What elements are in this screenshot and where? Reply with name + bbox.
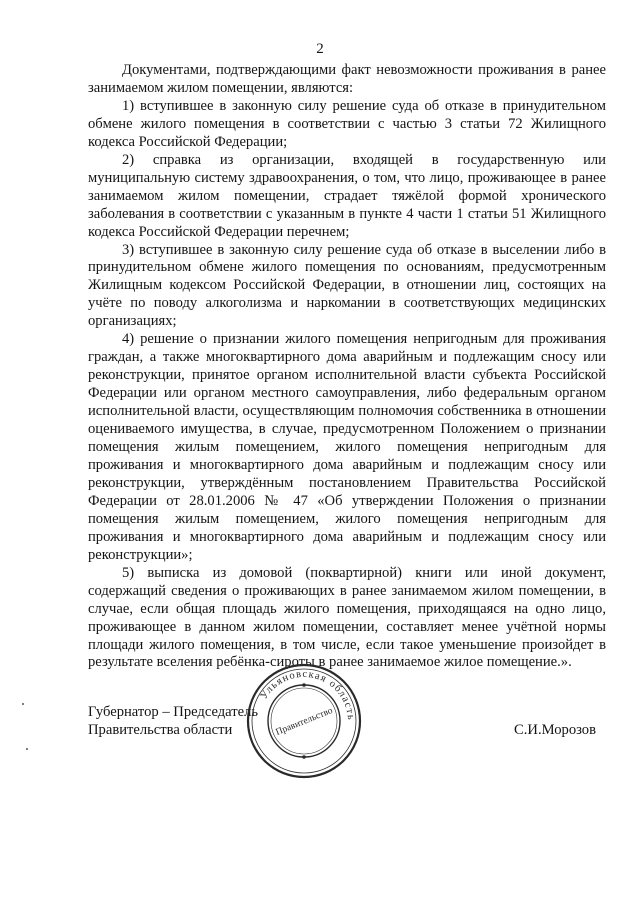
- list-item-3: 3) вступившее в законную силу решение суда об отказе в выселении либо в принудительном обмене жилого помещения по основаниям, предусмотренным Жилищным кодексом Российской Федерации, в отношении лиц, состоящих на учёте по поводу алкоголизма и наркомании в соответствующих медицинских организациях;: [88, 241, 606, 330]
- intro-paragraph: Документами, подтверждающими факт невозможности проживания в ранее занимаемом жилом помещении, являются:: [88, 62, 606, 96]
- seal-stamp-icon: [244, 661, 364, 781]
- list-item-5: 5) выписка из домовой (поквартирной) книги или иной документ, содержащий сведения о проживающих в ранее занимаемом жилом помещении, в случае, если общая площадь жилого помещения, приходящаяся на одно лицо, проживающее в данном жилом помещении, составляет менее учётной нормы площади жилого помещения, в том числе, если такое уменьшение произойдет в результате вселения ребёнка-сироты в ранее занимаемое жилое помещение.».: [88, 564, 606, 671]
- seal-center-text: Правительство: [274, 705, 335, 738]
- signatory-title-line-2: Правительства области: [88, 721, 233, 738]
- document-body: [88, 62, 606, 672]
- scan-speck: [26, 748, 28, 750]
- seal-ring-text: Ульяновская область: [258, 668, 357, 722]
- list-item-4: 4) решение о признании жилого помещения непригодным для проживания граждан, а также многоквартирного дома аварийным и подлежащим сносу или реконструкции, принятое органом исполнительной власти субъекта Российской Федерации или органом местного самоуправления, либо федеральным органом исполнительной власти, осуществляющим полномочия собственника в отношении оцениваемого имущества, в случае, предусмотренном Положением о признании помещения жилым помещением, жилого помещения непригодным для проживания и многоквартирного дома аварийным и подлежащим сносу или реконструкции, утверждённым постановлением Правительства Российской Федерации от 28.01.2006 № 47 «Об утверждении Положения о признании помещения жилым помещением, жилого помещения непригодным для проживания и многоквартирного дома аварийным и подлежащим сносу или реконструкции»;: [88, 331, 606, 563]
- page-number: 2: [316, 41, 324, 57]
- signatory-name: С.И.Морозов: [514, 721, 596, 738]
- scan-speck: [22, 703, 24, 705]
- list-item-1: 1) вступившее в законную силу решение суда об отказе в принудительном обмене жилого помещения в соответствии с частью 3 статьи 72 Жилищного кодекса Российской Федерации;: [88, 97, 606, 150]
- signatory-title-line-1: Губернатор – Председатель: [88, 704, 259, 720]
- official-seal: [244, 661, 364, 781]
- list-item-2: 2) справка из организации, входящей в государственную или муниципальную систему здравоохранения, о том, что лицо, проживающее в ранее занимаемом жилом помещении, страдает тяжёлой формой хронического заболевания в соответствии с указанным в пункте 4 части 1 статьи 51 Жилищного кодекса Российской Федерации перечнем;: [88, 151, 606, 240]
- svg-text:Ульяновская область: [259, 669, 356, 721]
